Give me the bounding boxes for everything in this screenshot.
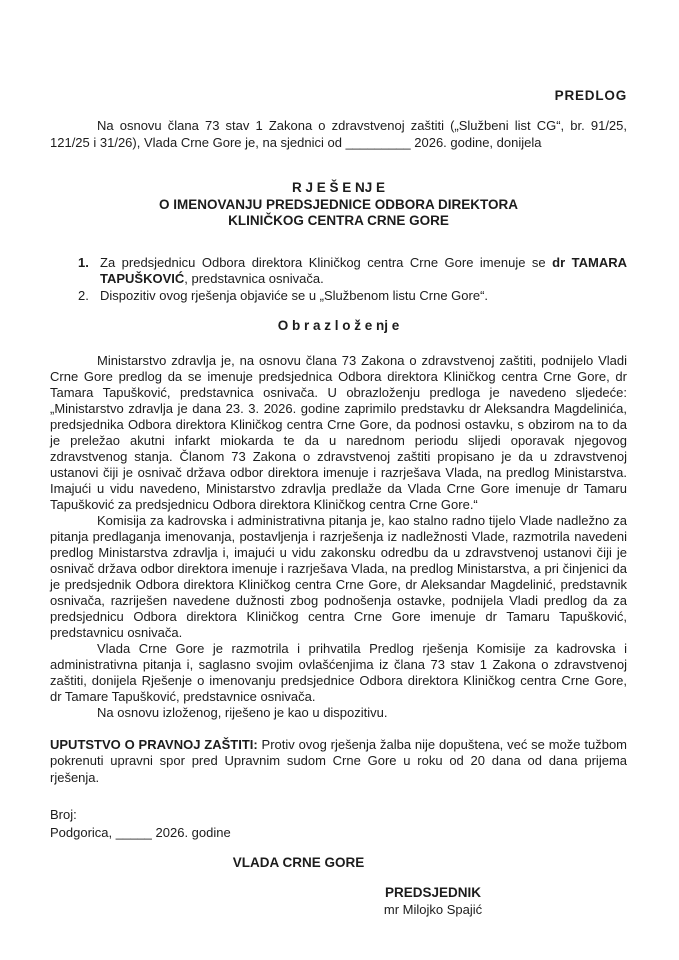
decree-item-2-text: Dispozitiv ovog rješenja objaviće se u „Službenom listu Crne Gore“.: [100, 287, 489, 303]
rationale-paragraph-3: Vlada Crne Gore je razmotrila i prihvatila Predlog rješenja Komisije za kadrovska i administrativna pitanja i, saglasno svojim ovlašćenjima iz člana 73 stav 1 Zakona o zdravstvenoj zaštiti, donijela Rješenje o imenovanju predsjednice Odbora direktora Kliničkog centra Crne Gore, dr Tamare Tapušković, predstavnice osnivača.: [50, 640, 627, 704]
document-page: [50, 0, 627, 918]
legal-remedy-notice: [50, 737, 627, 787]
legal-remedy-text: Protiv ovog rješenja žalba nije dopuštena, već se može tužbom pokrenuti upravni spor pred Upravnim sudom Crne Gore u roku od 20 dana od dana prijema rješenja.: [50, 736, 627, 785]
decree-item-1-number: 1.: [78, 254, 89, 270]
proposal-tag: PREDLOG: [554, 88, 627, 103]
rationale-paragraph-1: Ministarstvo zdravlja je, na osnovu člana 73 Zakona o zdravstvenoj zaštiti, podnijelo Vladi Crne Gore predlog da se imenuje predsjednica Odbora direktora Kliničkog centra Crne Gore, dr Tamara Tapušković, predstavnica osnivača. U obrazloženju predloga je navedeno sljedeće: „Ministarstvo zdravlja je dana 23. 3. 2026. godine zaprimilo predstavku dr Aleksandra Magdelinića, predsjednika Odbora direktora Kliničkog centra Crne Gore, da podnosi ostavku, s obzirom na to da je preležao akutni infarkt miokarda te da u narednom periodu slijedi oporavak njegovog zdravstvenog stanja. Članom 73 Zakona o zdravstvenoj zaštiti propisano je da u zdravstvenoj ustanovi čiji je osnivač država odbor direktora imenuje i razrješava Vlada, na predlog Ministarstva. Imajući u vidu navedeno, Ministarstvo zdravlja predlaže da Vlada Crne Gore imenuje dr Tamaru Tapušković za predsjednicu Odbora direktora Kliničkog centra Crne Gore.“: [50, 352, 627, 512]
decree-item-2-number: 2.: [78, 287, 89, 303]
signature-block: [333, 884, 533, 918]
decision-title-block: [50, 180, 627, 230]
legal-basis-paragraph: Na osnovu člana 73 stav 1 Zakona o zdravstvenoj zaštiti („Službeni list CG“, br. 91/25, 121/25 i 31/26), Vlada Crne Gore je, na sjednici od _________ 2026. godine, donijela: [50, 118, 627, 150]
decision-subtitle-line1: O IMENOVANJU PREDSJEDNICE ODBORA DIREKTORA: [158, 196, 519, 212]
rationale-body: [50, 353, 627, 721]
decree-items: [50, 255, 627, 305]
decision-title: R J E Š E NJ E: [291, 180, 386, 195]
government-name: VLADA CRNE GORE: [232, 855, 365, 871]
rationale-paragraph-2: Komisija za kadrovska i administrativna pitanja je, kao stalno radno tijelo Vlade nadležno za pitanja predlaganja imenovanja, postavljenja i razrješenja iz nadležnosti Vlade, razmotrila navedeni predlog Ministarstva zdravlja i, imajući u vidu zakonsku odredbu da u zdravstvenoj ustanovi čiji je osnivač država odbor direktora imenuje i razrješava Vlada, na predlog Ministarstva, a pri činjenici da je predsjednik Odbora direktora Kliničkog centra Crne Gore, dr Aleksandar Magdelinić, predstavnik osnivača, razriješen navedene dužnosti zbog podnošenja ostavke, podnijela Vladi predlog da za predsjednicu Odbora direktora Kliničkog centra Crne Gore imenuje dr Tamaru Tapušković, predstavnicu osnivača.: [50, 512, 627, 640]
decree-item-1-text: [100, 255, 627, 288]
rationale-paragraph-4: Na osnovu izloženog, riješeno je kao u dispozitivu.: [97, 704, 388, 720]
legal-remedy-label: UPUTSTVO O PRAVNOJ ZAŠTITI:: [50, 736, 258, 752]
decree-item-1-text-before: Za predsjednicu Odbora direktora Kliničkog centra Crne Gore imenuje se: [100, 254, 553, 270]
president-name: mr Milojko Spajić: [383, 902, 483, 918]
place-date-line: Podgorica, _____ 2026. godine: [50, 825, 231, 841]
rationale-heading: O b r a z l o ž e nj e: [277, 317, 400, 333]
decree-item-1-text-after: , predstavnica osnivača.: [184, 271, 324, 287]
decision-subtitle-line2: KLINIČKOG CENTRA CRNE GORE: [228, 213, 449, 228]
decree-item-2: [78, 288, 627, 305]
case-number-label: Broj:: [50, 807, 77, 823]
president-title: PREDSJEDNIK: [384, 885, 482, 901]
decree-item-1: [78, 255, 627, 288]
appointee-name: dr TAMARA TAPUŠKOVIĆ: [100, 254, 627, 287]
